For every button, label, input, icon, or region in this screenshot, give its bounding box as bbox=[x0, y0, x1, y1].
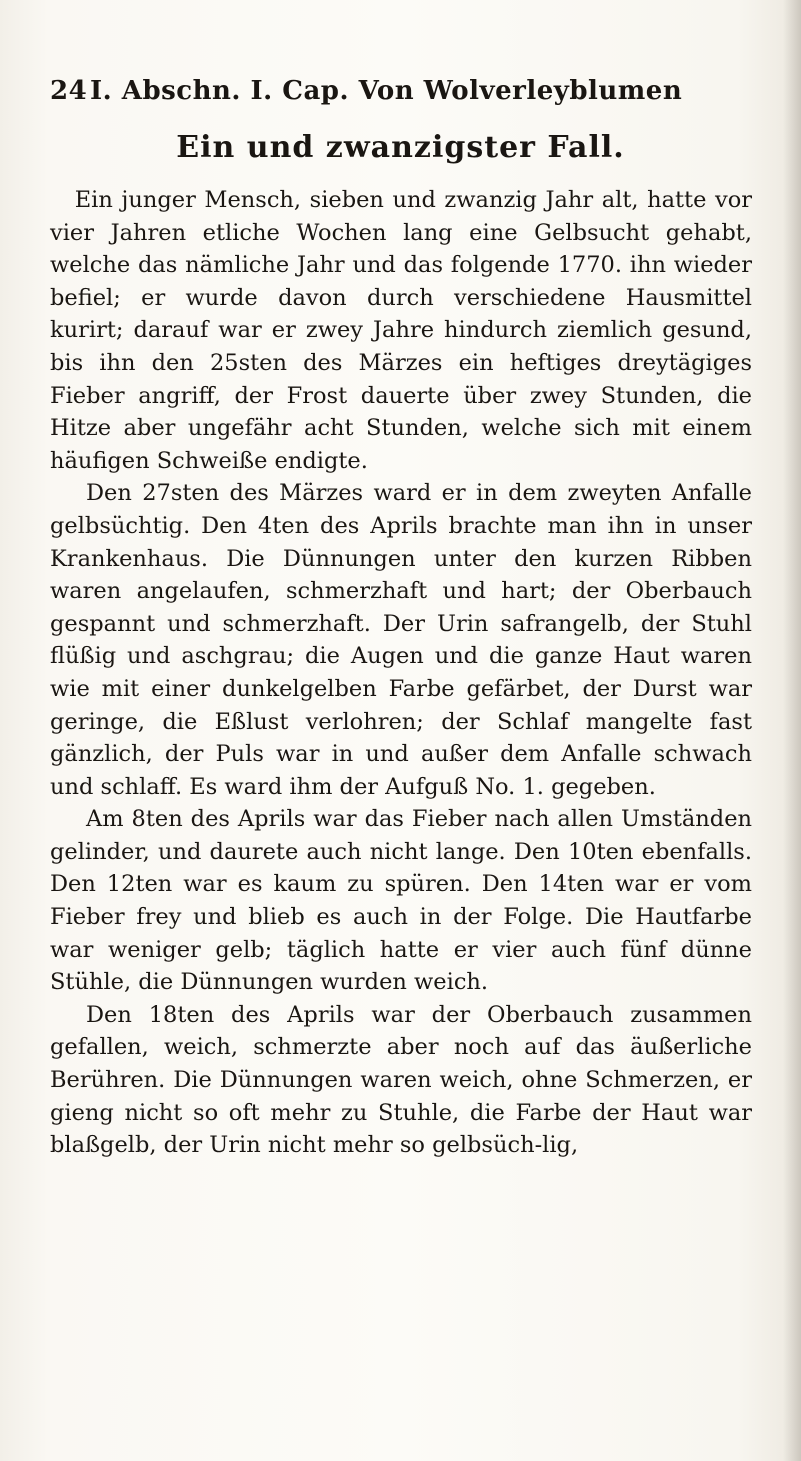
body-text bbox=[50, 184, 752, 1162]
paragraph-2: Den 27sten des Märzes ward er in dem zweyten Anfalle gelbsüchtig. Den 4ten des Aprils brachte man ihn in unser Krankenhaus. Die Dünnungen unter den kurzen Ribben waren angelaufen, schmerzhaft und hart; der Oberbauch gespannt und schmerzhaft. Der Urin safrangelb, der Stuhl flüßig und aschgrau; die Augen und die ganze Haut waren wie mit einer dunkelgelben Farbe gefärbet, der Durst war geringe, die Eßlust verlohren; der Schlaf mangelte fast gänzlich, der Puls war in und außer dem Anfalle schwach und schlaff. Es ward ihm der Aufguß No. 1. gegeben. bbox=[50, 480, 752, 800]
section-title: Ein und zwanzigster Fall. bbox=[176, 130, 625, 165]
paragraph-3: Am 8ten des Aprils war das Fieber nach allen Umständen gelinder, und daurete auch nicht lange. Den 10ten ebenfalls. Den 12ten war es kaum zu spüren. Den 14ten war er vom Fieber frey und blieb es auch in der Folge. Die Hautfarbe war weniger gelb; täglich hatte er vier auch fünf dünne Stühle, die Dünnungen wurden weich. bbox=[50, 806, 752, 996]
page-number: 24 bbox=[50, 76, 88, 106]
page-header bbox=[50, 76, 750, 112]
page-gutter-shadow bbox=[783, 0, 801, 1461]
running-head: I. Abschn. I. Cap. Von Wolverleyblumen bbox=[90, 76, 683, 106]
paragraph-1: Ein junger Mensch, sieben und zwanzig Jahr alt, hatte vor vier Jahren etliche Wochen lang eine Gelbsucht gehabt, welche das nämliche Jahr und das folgende 1770. ihn wieder befiel; er wurde davon durch verschiedene Hausmittel kurirt; darauf war er zwey Jahre hindurch ziemlich gesund, bis ihn den 25sten des Märzes ein heftiges dreytägiges Fieber angriff, der Frost dauerte über zwey Stunden, die Hitze aber ungefähr acht Stunden, welche sich mit einem häufigen Schweiße endigte. bbox=[50, 187, 752, 474]
paragraph-4: Den 18ten des Aprils war der Oberbauch zusammen gefallen, weich, schmerzte aber noch auf das äußerliche Berühren. Die Dünnungen waren weich, ohne Schmerzen, er gieng nicht so oft mehr zu Stuhle, die Farbe der Haut war blaßgelb, der Urin nicht mehr so gelbsüch-lig, bbox=[50, 1001, 752, 1159]
